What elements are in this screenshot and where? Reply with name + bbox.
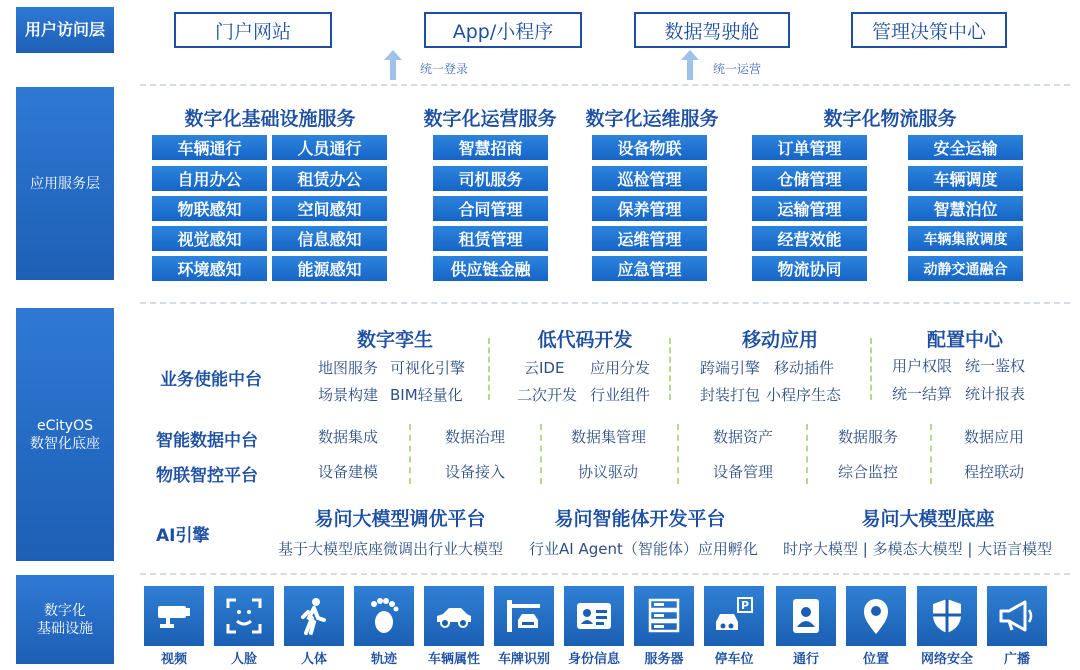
cap-item[interactable]: 二次开发 bbox=[517, 386, 578, 404]
service-button[interactable]: 能源感知 bbox=[272, 256, 387, 281]
portal-web[interactable]: 门户网站 bbox=[174, 12, 332, 48]
service-button[interactable]: 供应链金融 bbox=[433, 256, 548, 281]
cap-item[interactable]: 综合监控 bbox=[838, 463, 899, 481]
cap-item[interactable]: 可视化引擎 bbox=[390, 359, 466, 377]
cap-item[interactable]: 跨端引擎 bbox=[700, 359, 761, 377]
row-label-data: 智能数据中台 bbox=[156, 431, 258, 451]
service-button[interactable]: 物流协同 bbox=[752, 256, 867, 281]
infra-label: 轨迹 bbox=[370, 652, 397, 667]
cap-item[interactable]: 用户权限 bbox=[892, 357, 953, 375]
portal-cockpit[interactable]: 数据驾驶舱 bbox=[634, 12, 790, 48]
svg-text:P: P bbox=[740, 599, 750, 612]
ai-platform-desc: 时序大模型 | 多模态大模型 | 大语言模型 bbox=[783, 540, 1053, 558]
service-button[interactable]: 物联感知 bbox=[152, 196, 267, 221]
face-scan-icon[interactable] bbox=[214, 586, 274, 646]
infra-label: 通行 bbox=[792, 652, 819, 667]
megaphone-icon[interactable] bbox=[987, 586, 1047, 646]
infra-label: 网络安全 bbox=[920, 652, 973, 667]
service-button[interactable]: 智慧泊位 bbox=[908, 196, 1023, 221]
shield-icon[interactable] bbox=[917, 586, 977, 646]
service-button[interactable]: 自用办公 bbox=[152, 166, 267, 191]
service-button[interactable]: 车辆通行 bbox=[152, 135, 267, 160]
layer-label-user: 用户访问层 bbox=[16, 7, 114, 53]
infra-label: 视频 bbox=[160, 652, 187, 667]
row-label-iot: 物联智控平台 bbox=[156, 466, 258, 486]
cap-item[interactable]: 封装打包 bbox=[700, 386, 761, 404]
location-pin-icon[interactable] bbox=[846, 586, 906, 646]
service-button[interactable]: 订单管理 bbox=[752, 135, 867, 160]
infra-label: 身份信息 bbox=[567, 652, 620, 667]
parking-icon[interactable] bbox=[704, 586, 764, 646]
access-badge-icon[interactable] bbox=[776, 586, 836, 646]
car-icon[interactable] bbox=[424, 586, 484, 646]
infra-label: 人脸 bbox=[230, 652, 257, 667]
arrow-label-login: 统一登录 bbox=[420, 62, 469, 76]
cap-item[interactable]: 数据服务 bbox=[838, 428, 899, 446]
row-label-ai: AI引擎 bbox=[156, 526, 210, 546]
cap-item[interactable]: 数据资产 bbox=[713, 428, 774, 446]
service-button[interactable]: 运维管理 bbox=[592, 226, 707, 251]
infra-label: 车牌识别 bbox=[497, 652, 550, 667]
cap-item[interactable]: 数据集成 bbox=[318, 428, 379, 446]
service-button[interactable]: 车辆集散调度 bbox=[908, 226, 1023, 251]
service-button[interactable]: 安全运输 bbox=[908, 135, 1023, 160]
cap-item[interactable]: 设备管理 bbox=[713, 463, 774, 481]
cap-item[interactable]: 设备接入 bbox=[445, 463, 506, 481]
infra-label: 服务器 bbox=[644, 652, 684, 667]
cap-item[interactable]: 统一鉴权 bbox=[965, 357, 1026, 375]
service-button[interactable]: 视觉感知 bbox=[152, 226, 267, 251]
service-button[interactable]: 空间感知 bbox=[272, 196, 387, 221]
cap-item[interactable]: 地图服务 bbox=[318, 359, 379, 377]
cap-title-low-code: 低代码开发 bbox=[537, 329, 633, 351]
service-button[interactable]: 应急管理 bbox=[592, 256, 707, 281]
ai-platform-title: 易问大模型底座 bbox=[861, 508, 995, 530]
service-button[interactable]: 合同管理 bbox=[433, 196, 548, 221]
ai-platform-desc: 行业AI Agent（智能体）应用孵化 bbox=[529, 540, 758, 558]
cap-item[interactable]: 场景构建 bbox=[318, 386, 379, 404]
portal-app[interactable]: App/小程序 bbox=[424, 12, 582, 48]
infra-label: 位置 bbox=[862, 652, 889, 667]
gate-car-icon[interactable] bbox=[494, 586, 554, 646]
service-button[interactable]: 司机服务 bbox=[433, 166, 548, 191]
separator bbox=[806, 424, 808, 484]
portal-decision[interactable]: 管理决策中心 bbox=[851, 12, 1007, 48]
service-button[interactable]: 租赁管理 bbox=[433, 226, 548, 251]
service-button[interactable]: 动静交通融合 bbox=[908, 256, 1023, 281]
cap-item[interactable]: 数据集管理 bbox=[571, 428, 647, 446]
cap-item[interactable]: 小程序生态 bbox=[766, 386, 842, 404]
layer-label-app: 应用服务层 bbox=[16, 87, 114, 280]
arrow-up-icon bbox=[384, 50, 402, 80]
cctv-camera-icon[interactable] bbox=[144, 586, 204, 646]
infra-label: 车辆属性 bbox=[427, 652, 480, 667]
cap-item[interactable]: 应用分发 bbox=[590, 359, 651, 377]
separator bbox=[677, 424, 679, 484]
cap-title-mobile: 移动应用 bbox=[741, 329, 818, 351]
service-button[interactable]: 人员通行 bbox=[272, 135, 387, 160]
walking-person-icon[interactable] bbox=[284, 586, 344, 646]
layer-label-infra: 数字化 基础设施 bbox=[16, 575, 114, 664]
service-button[interactable]: 经营效能 bbox=[752, 226, 867, 251]
group-title-logistics: 数字化物流服务 bbox=[823, 108, 957, 130]
cap-title-config: 配置中心 bbox=[926, 329, 1003, 351]
cap-item[interactable]: 程控联动 bbox=[964, 463, 1025, 481]
arrow-up-icon bbox=[681, 50, 699, 80]
service-button[interactable]: 巡检管理 bbox=[592, 166, 707, 191]
cap-item[interactable]: 统一结算 bbox=[892, 385, 953, 403]
separator bbox=[488, 338, 490, 400]
group-title-operation: 数字化运营服务 bbox=[423, 108, 557, 130]
cap-item[interactable]: 移动插件 bbox=[774, 359, 835, 377]
ai-platform-title: 易问大模型调优平台 bbox=[314, 508, 486, 530]
infra-label: 停车位 bbox=[714, 652, 754, 667]
cap-item[interactable]: 数据治理 bbox=[445, 428, 506, 446]
cap-title-digital-twin: 数字孪生 bbox=[356, 329, 433, 351]
service-button[interactable]: 仓储管理 bbox=[752, 166, 867, 191]
service-button[interactable]: 车辆调度 bbox=[908, 166, 1023, 191]
service-button[interactable]: 运输管理 bbox=[752, 196, 867, 221]
arrow-label-operation: 统一运营 bbox=[713, 62, 762, 76]
ai-platform-desc: 基于大模型底座微调出行业大模型 bbox=[278, 540, 504, 558]
row-label-business: 业务使能中台 bbox=[160, 370, 262, 390]
service-button[interactable]: 保养管理 bbox=[592, 196, 707, 221]
footprint-icon[interactable] bbox=[354, 586, 414, 646]
service-button[interactable]: 设备物联 bbox=[592, 135, 707, 160]
separator-app-os bbox=[140, 302, 1070, 304]
ai-platform-title: 易问智能体开发平台 bbox=[554, 508, 726, 530]
separator bbox=[409, 424, 411, 484]
cap-item[interactable]: BIM轻量化 bbox=[390, 386, 463, 404]
layer-label-os: eCityOS 数智化底座 bbox=[16, 308, 114, 561]
group-title-maintenance: 数字化运维服务 bbox=[585, 108, 719, 130]
service-button[interactable]: 租赁办公 bbox=[272, 166, 387, 191]
server-icon[interactable] bbox=[634, 586, 694, 646]
service-button[interactable]: 智慧招商 bbox=[433, 135, 548, 160]
cap-item[interactable]: 行业组件 bbox=[590, 386, 651, 404]
id-card-icon[interactable] bbox=[564, 586, 624, 646]
infra-label: 广播 bbox=[1003, 652, 1030, 667]
service-button[interactable]: 环境感知 bbox=[152, 256, 267, 281]
cap-item[interactable]: 云IDE bbox=[524, 359, 565, 377]
cap-item[interactable]: 设备建模 bbox=[318, 463, 379, 481]
separator bbox=[870, 338, 872, 400]
separator-os-infra bbox=[140, 573, 1070, 575]
separator bbox=[930, 424, 932, 484]
separator bbox=[540, 424, 542, 484]
cap-item[interactable]: 统计报表 bbox=[965, 385, 1026, 403]
cap-item[interactable]: 协议驱动 bbox=[578, 463, 639, 481]
infra-label: 人体 bbox=[300, 652, 327, 667]
service-button[interactable]: 信息感知 bbox=[272, 226, 387, 251]
group-title-infrastructure: 数字化基础设施服务 bbox=[184, 108, 356, 130]
cap-item[interactable]: 数据应用 bbox=[964, 428, 1025, 446]
separator-user-app bbox=[140, 84, 1070, 86]
separator bbox=[669, 338, 671, 400]
